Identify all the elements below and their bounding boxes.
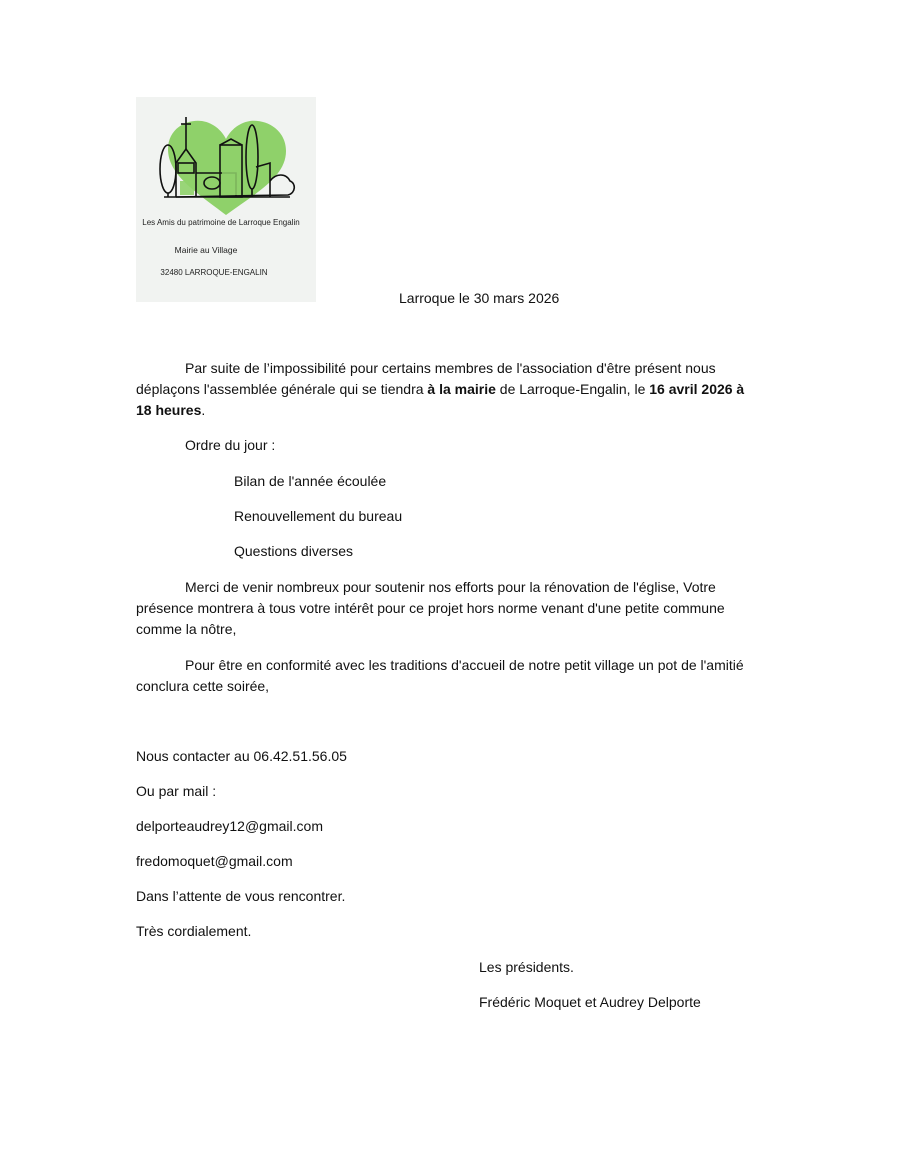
- closing-line-1: Dans l’attente de vous rencontrer.: [136, 888, 346, 904]
- intro-text-1: Par suite de l’impossibilité pour certains membres de l'association d'être présent nous déplaçons l'assemblée générale qui se tiendra: [136, 360, 716, 397]
- signature-names: Frédéric Moquet et Audrey Delporte: [479, 994, 701, 1010]
- contact-email-2: fredomoquet@gmail.com: [136, 853, 293, 869]
- support-paragraph: Merci de venir nombreux pour soutenir nos efforts pour la rénovation de l'église, Votre présence montrera à tous votre intérêt pour ce projet hors norme venant d'une petite commune comme la nôtre,: [136, 579, 725, 637]
- contact-mail-intro: Ou par mail :: [136, 783, 217, 799]
- intro-text-2: de Larroque-Engalin, le: [495, 381, 650, 397]
- logo-address-line2: 32480 LARROQUE-ENGALIN: [160, 268, 268, 277]
- agenda-heading: Ordre du jour :: [185, 437, 276, 453]
- closing-line-2: Très cordialement.: [136, 923, 252, 939]
- agenda-item: Questions diverses: [234, 543, 354, 559]
- contact-email-1: delporteaudrey12@gmail.com: [136, 818, 323, 834]
- cypress-left: [160, 145, 176, 193]
- intro-text-3: .: [201, 402, 206, 418]
- logo-address-line1: Mairie au Village: [174, 245, 238, 255]
- signature-title: Les présidents.: [479, 959, 574, 975]
- contact-phone: Nous contacter au 06.42.51.56.05: [136, 748, 347, 764]
- logo-association-name: Les Amis du patrimoine de Larroque Engalin: [142, 218, 300, 227]
- intro-location: à la mairie: [427, 381, 496, 397]
- agenda-item: Renouvellement du bureau: [234, 508, 403, 524]
- intro-datetime: 16 avril 2026 à 18 heures: [136, 381, 745, 418]
- reception-paragraph: Pour être en conformité avec les traditions d'accueil de notre petit village un pot de l'amitié conclura cette soirée,: [136, 657, 744, 694]
- letter-date: Larroque le 30 mars 2026: [399, 290, 560, 306]
- association-logo: [136, 97, 316, 302]
- intro-paragraph: [136, 358, 756, 421]
- agenda-item: Bilan de l'année écoulée: [234, 473, 387, 489]
